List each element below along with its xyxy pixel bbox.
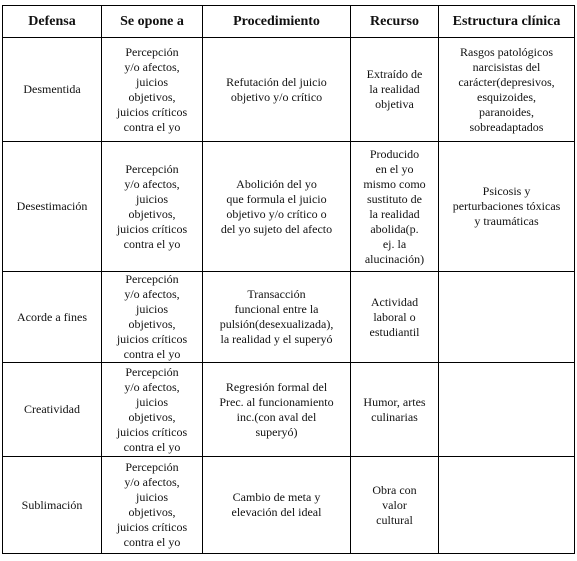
cell-estructura-clinica — [439, 272, 575, 363]
cell-defensa: Acorde a fines — [3, 272, 102, 363]
header-se-opone-a: Se opone a — [102, 6, 203, 38]
cell-estructura-clinica — [439, 363, 575, 457]
cell-procedimiento: Refutación del juicio objetivo y/o crítico — [203, 38, 351, 142]
table-row — [3, 38, 575, 142]
cell-se-opone-a: Percepción y/o afectos, juicios objetivos, juicios críticos contra el yo — [102, 363, 203, 457]
table-header-row — [3, 6, 575, 38]
cell-estructura-clinica: Rasgos patológicos narcisistas del carácter(depresivos, esquizoides, paranoides, sobreadaptados — [439, 38, 575, 142]
cell-defensa: Desmentida — [3, 38, 102, 142]
cell-estructura-clinica — [439, 457, 575, 554]
cell-recurso: Extraído de la realidad objetiva — [351, 38, 439, 142]
header-recurso: Recurso — [351, 6, 439, 38]
cell-estructura-clinica: Psicosis y perturbaciones tóxicas y traumáticas — [439, 142, 575, 272]
cell-procedimiento: Transacción funcional entre la pulsión(desexualizada), la realidad y el superyó — [203, 272, 351, 363]
cell-recurso: Producido en el yo mismo como sustituto de la realidad abolida(p. ej. la alucinación) — [351, 142, 439, 272]
defense-mechanisms-table — [2, 5, 575, 554]
table-row — [3, 363, 575, 457]
cell-se-opone-a: Percepción y/o afectos, juicios objetivos, juicios críticos contra el yo — [102, 272, 203, 363]
cell-procedimiento: Regresión formal del Prec. al funcionamiento inc.(con aval del superyó) — [203, 363, 351, 457]
cell-defensa: Creatividad — [3, 363, 102, 457]
cell-recurso: Actividad laboral o estudiantil — [351, 272, 439, 363]
table-row — [3, 457, 575, 554]
cell-defensa: Desestimación — [3, 142, 102, 272]
cell-se-opone-a: Percepción y/o afectos, juicios objetivos, juicios críticos contra el yo — [102, 38, 203, 142]
cell-recurso: Obra con valor cultural — [351, 457, 439, 554]
cell-procedimiento: Cambio de meta y elevación del ideal — [203, 457, 351, 554]
header-defensa: Defensa — [3, 6, 102, 38]
cell-recurso: Humor, artes culinarias — [351, 363, 439, 457]
table-row — [3, 272, 575, 363]
cell-defensa: Sublimación — [3, 457, 102, 554]
table-row — [3, 142, 575, 272]
cell-procedimiento: Abolición del yo que formula el juicio objetivo y/o crítico o del yo sujeto del afecto — [203, 142, 351, 272]
header-estructura-clinica: Estructura clínica — [439, 6, 575, 38]
header-procedimiento: Procedimiento — [203, 6, 351, 38]
cell-se-opone-a: Percepción y/o afectos, juicios objetivos, juicios críticos contra el yo — [102, 142, 203, 272]
cell-se-opone-a: Percepción y/o afectos, juicios objetivos, juicios críticos contra el yo — [102, 457, 203, 554]
